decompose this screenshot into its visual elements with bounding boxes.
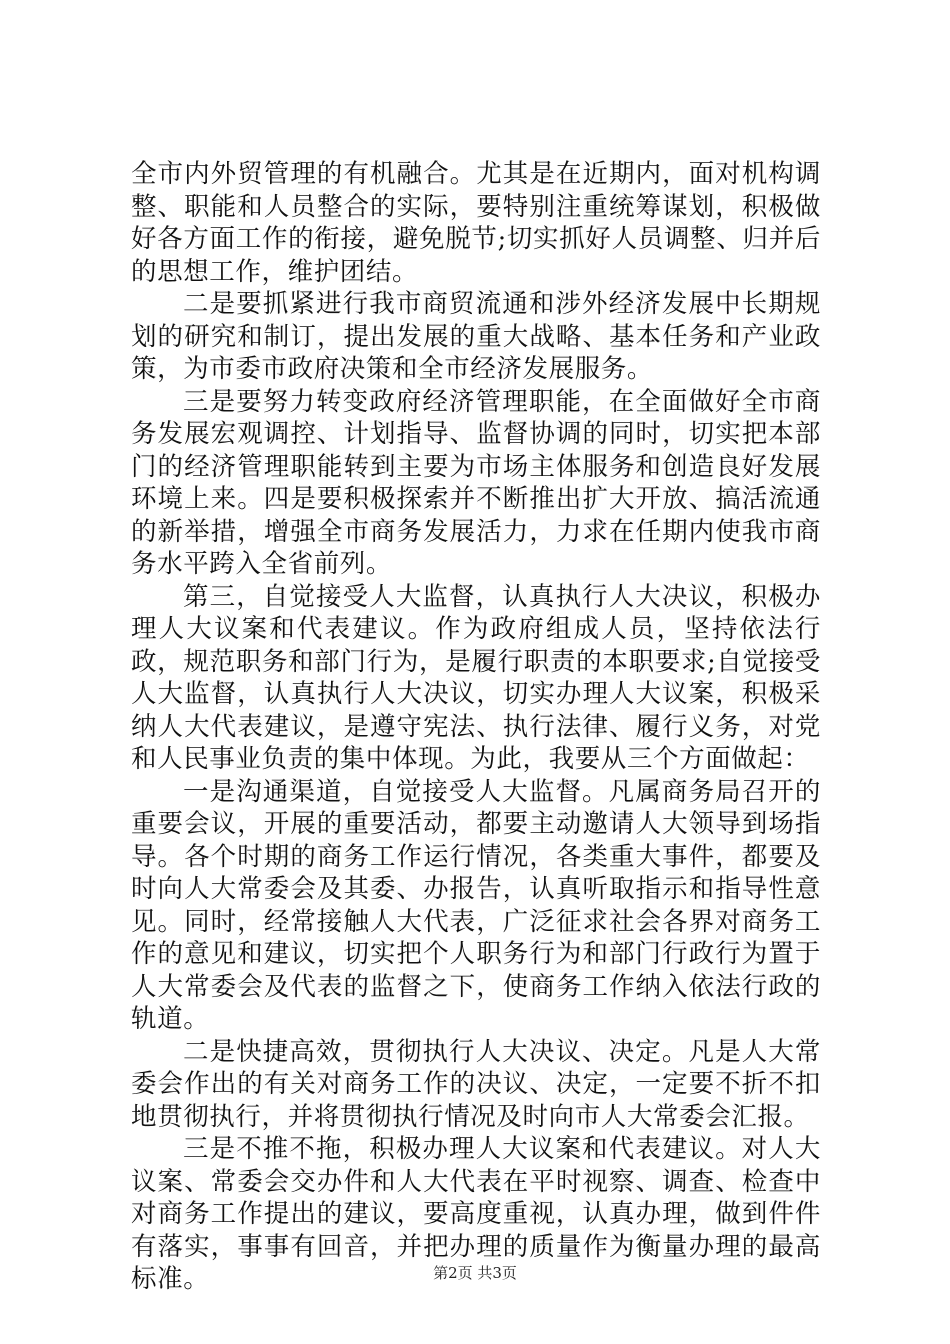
paragraph-5: 一是沟通渠道，自觉接受人大监督。凡属商务局召开的重要会议，开展的重要活动，都要主动邀请人大领导到场指导。各个时期的商务工作运行情况，各类重大事件，都要及时向人大常委会及其委、办报告，认真听取指示和指导性意见。同时，经常接触人大代表，广泛征求社会各界对商务工作的意见和建议，切实把个人职务行为和部门行政行为置于人大常委会及代表的监督之下，使商务工作纳入依法行政的轨道。 bbox=[131, 776, 821, 1034]
paragraph-7: 三是不推不拖，积极办理人大议案和代表建议。对人大议案、常委会交办件和人大代表在平时视察、调查、检查中对商务工作提出的建议，要高度重视，认真办理，做到件件有落实，事事有回音，并把办理的质量作为衡量办理的最高标准。 bbox=[131, 1134, 821, 1294]
paragraph-2: 二是要抓紧进行我市商贸流通和涉外经济发展中长期规划的研究和制订，提出发展的重大战略、基本任务和产业政策，为市委市政府决策和全市经济发展服务。 bbox=[131, 289, 821, 384]
paragraph-4: 第三，自觉接受人大监督，认真执行人大决议，积极办理人大议案和代表建议。作为政府组成人员，坚持依法行政，规范职务和部门行为，是履行职责的本职要求;自觉接受人大监督，认真执行人大决议，切实办理人大议案，积极采纳人大代表建议，是遵守宪法、执行法律、履行义务，对党和人民事业负责的集中体现。为此，我要从三个方面做起： bbox=[131, 581, 821, 774]
paragraph-1: 全市内外贸管理的有机融合。尤其是在近期内，面对机构调整、职能和人员整合的实际，要特别注重统筹谋划，积极做好各方面工作的衔接，避免脱节;切实抓好人员调整、归并后的思想工作，维护团结。 bbox=[131, 159, 821, 287]
page-number-footer: 第2页 共3页 bbox=[433, 1264, 517, 1282]
paragraph-6: 二是快捷高效，贯彻执行人大决议、决定。凡是人大常委会作出的有关对商务工作的决议、决定，一定要不折不扣地贯彻执行，并将贯彻执行情况及时向市人大常委会汇报。 bbox=[131, 1036, 821, 1132]
document-body bbox=[131, 158, 821, 1296]
paragraph-3: 三是要努力转变政府经济管理职能，在全面做好全市商务发展宏观调控、计划指导、监督协调的同时，切实把本部门的经济管理职能转到主要为市场主体服务和创造良好发展环境上来。四是要积极探索并不断推出扩大开放、搞活流通的新举措，增强全市商务发展活力，力求在任期内使我市商务水平跨入全省前列。 bbox=[131, 386, 821, 579]
